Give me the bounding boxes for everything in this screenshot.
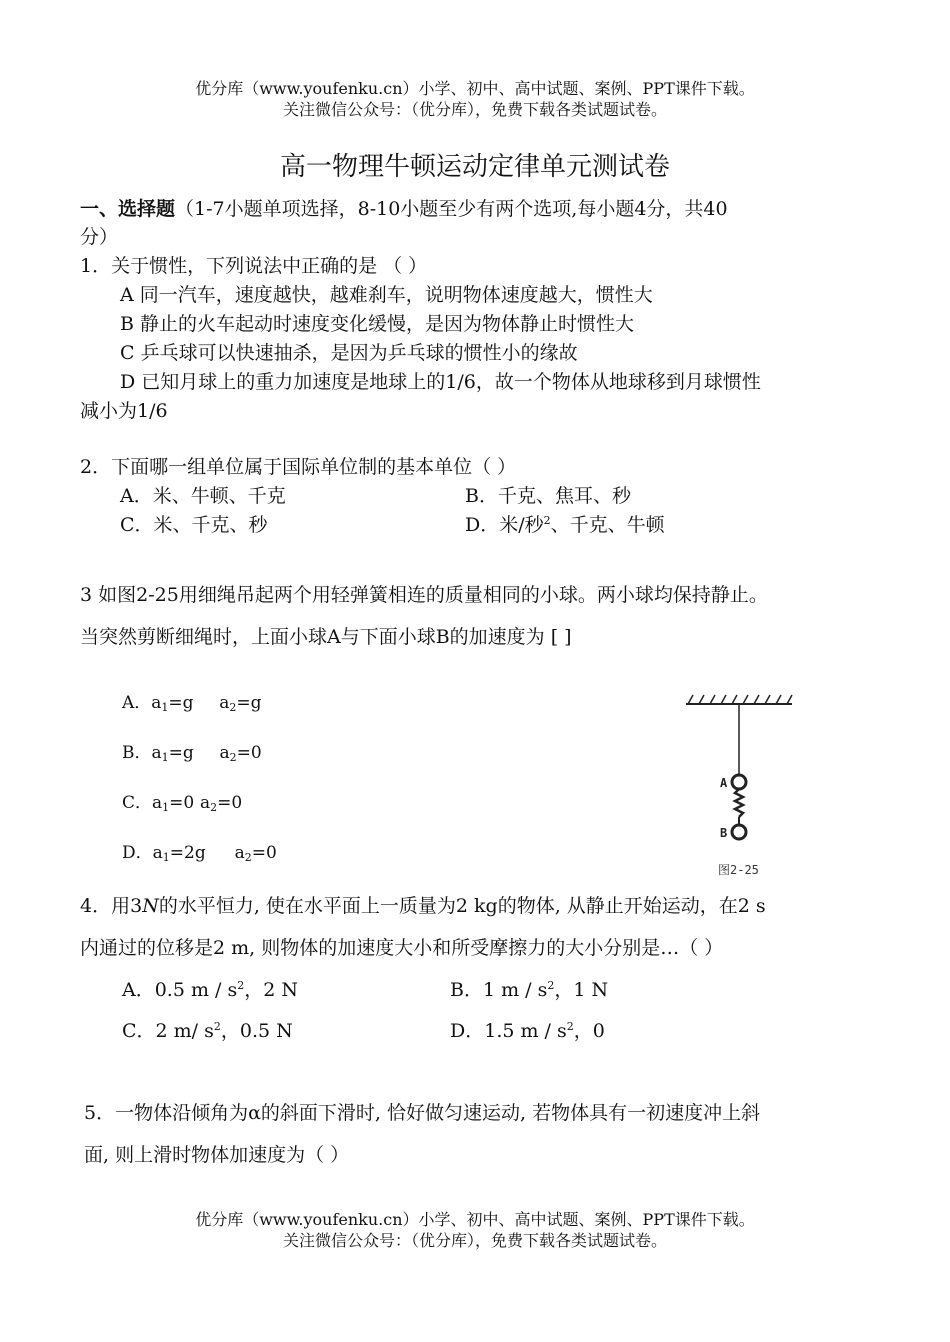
q1-option-d-cont: 减小为1/6 <box>80 400 168 422</box>
q1-stem: 1．关于惯性，下列说法中正确的是 （ ） <box>80 255 428 277</box>
figure-caption: 图2-25 <box>718 863 759 877</box>
q4-option-b: B．1 m / $s^2$，1 N <box>450 979 609 1001</box>
footer-line-1: 优分库（www.youfenku.cn）小学、初中、高中试题、案例、PPT课件下载。 <box>195 1210 755 1229</box>
q5-stem-2: 面, 则上滑时物体加速度为（ ） <box>84 1144 350 1166</box>
footer-line-2: 关注微信公众号：（优分库），免费下载各类试题试卷。 <box>282 1231 667 1250</box>
q2-option-a: A．米、牛顿、千克 <box>120 485 286 507</box>
section-note: （1-7小题单项选择，8-10小题至少有两个选项,每小题4分，共40 <box>175 198 728 220</box>
label-b: B <box>720 826 728 840</box>
spring <box>735 789 743 817</box>
q3-stem-1: 3 如图2-25用细绳吊起两个用轻弹簧相连的质量相同的小球。两小球均保持静止。 <box>80 584 768 606</box>
page-title: 高一物理牛顿运动定律单元测试卷 <box>279 152 670 182</box>
section-heading-line <box>80 194 728 221</box>
q3-option-b: B．a1=g a2=0 <box>122 743 262 764</box>
q4-option-a: A．0.5 m / $s^2$，2 N <box>122 979 298 1001</box>
q1-option-d: D 已知月球上的重力加速度是地球上的1/6，故一个物体从地球移到月球惯性 <box>120 371 761 393</box>
q1-option-a: A 同一汽车，速度越快，越难刹车，说明物体速度越大，惯性大 <box>120 284 653 306</box>
ball-b <box>732 825 746 839</box>
q4-stem-1: 4．用3N的水平恒力, 使在水平面上一质量为2 kg的物体, 从静止开始运动，在2 s <box>80 895 766 917</box>
q2-stem: 2．下面哪一组单位属于国际单位制的基本单位（ ） <box>80 456 517 478</box>
q3-option-a: A．a1=g a2=g <box>122 693 262 714</box>
figure-spring-balls <box>680 686 800 882</box>
header-line-1: 优分库（www.youfenku.cn）小学、初中、高中试题、案例、PPT课件下载。 <box>195 79 755 98</box>
section-note-cont: 分） <box>80 226 119 248</box>
q2-option-d: D．米/秒$^2$、千克、牛顿 <box>465 514 665 536</box>
q3-option-c: C．a1=0 a2=0 <box>122 793 243 814</box>
q3-option-d: D．a1=2g a2=0 <box>122 843 277 864</box>
label-a: A <box>720 776 728 790</box>
q4-option-d: D．1.5 m / $s^2$，0 <box>450 1020 605 1042</box>
q2-option-c: C．米、千克、秒 <box>120 514 268 536</box>
q1-option-c: C 乒乓球可以快速抽杀，是因为乒乓球的惯性小的缘故 <box>120 342 578 364</box>
section-heading: 一、选择题 <box>80 198 176 220</box>
q2-option-b: B．千克、焦耳、秒 <box>465 485 631 507</box>
ceiling-hatch <box>688 695 792 704</box>
q1-option-b: B 静止的火车起动时速度变化缓慢，是因为物体静止时惯性大 <box>120 313 635 335</box>
q3-stem-2: 当突然剪断细绳时，上面小球A与下面小球B的加速度为 [ ] <box>80 626 572 648</box>
header-line-2: 关注微信公众号：（优分库），免费下载各类试题试卷。 <box>282 100 667 119</box>
q4-option-c: C．2 m/ $s^2$，0.5 N <box>122 1020 293 1042</box>
q5-stem-1: 5．一物体沿倾角为α的斜面下滑时, 恰好做匀速运动, 若物体具有一初速度冲上斜 <box>84 1102 761 1124</box>
q4-stem-2: 内通过的位移是2 m, 则物体的加速度大小和所受摩擦力的大小分别是…（ ） <box>80 937 724 959</box>
ball-a <box>732 775 746 789</box>
